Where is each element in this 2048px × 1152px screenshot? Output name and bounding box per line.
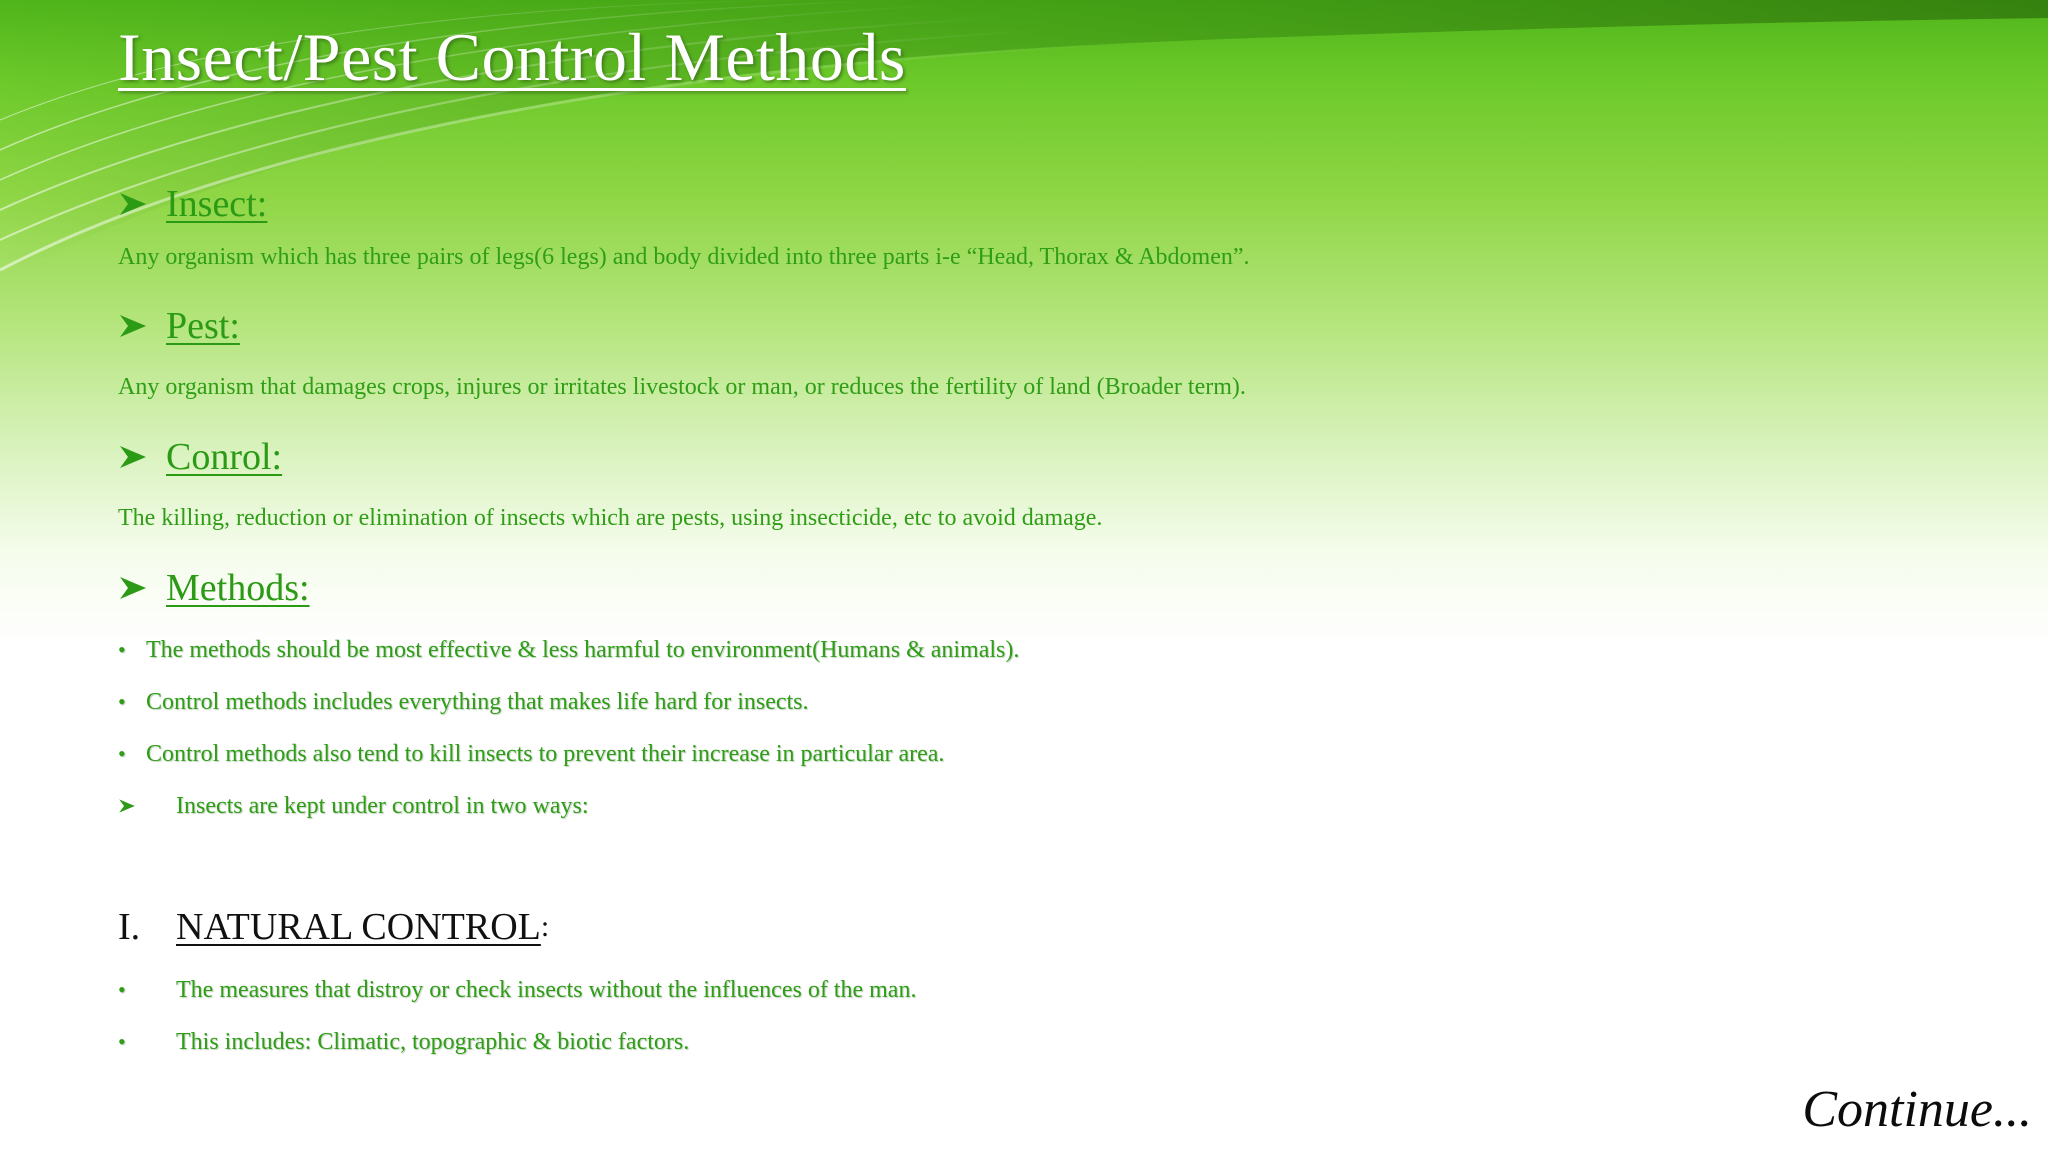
methods-bullet (118, 737, 944, 771)
methods-bullet (118, 685, 809, 719)
ways-intro-text: Insects are kept under control in two ways: (176, 792, 589, 819)
heading-insect-label: Insect: (166, 183, 268, 225)
bullet-dot: • (118, 977, 126, 1002)
natural-control-label: NATURAL CONTROL (176, 906, 541, 948)
heading-pest (118, 300, 240, 352)
natural-control-bullet (118, 973, 916, 1007)
methods-bullet-text: Control methods includes everything that makes life hard for insects. (146, 688, 809, 715)
ways-intro (118, 789, 589, 823)
heading-methods (118, 562, 310, 614)
natural-control-bullet-text: This includes: Climatic, topographic & biotic factors. (176, 1028, 690, 1055)
natural-control-colon: : (540, 910, 550, 943)
continue-label: Continue... (1802, 1081, 2032, 1138)
bullet-dot: • (118, 637, 126, 662)
roman-numeral: I. (118, 906, 141, 948)
heading-insect (118, 178, 267, 230)
natural-control-heading (118, 900, 549, 954)
heading-control-label: Conrol: (166, 436, 283, 478)
bullet-dot: • (118, 689, 126, 714)
methods-bullet-text: The methods should be most effective & less harmful to environment(Humans & animals). (146, 636, 1020, 663)
arrowhead-bullet-icon (118, 311, 148, 341)
arrowhead-bullet-icon (118, 797, 136, 815)
definition-control: The killing, reduction or elimination of insects which are pests, using insecticide, etc to avoid damage. (118, 505, 1103, 531)
heading-methods-label: Methods: (166, 567, 310, 609)
natural-control-bullet-text: The measures that distroy or check insects without the influences of the man. (176, 976, 917, 1003)
arrowhead-bullet-icon (118, 442, 148, 472)
slide-title: Insect/Pest Control Methods (118, 19, 906, 95)
methods-bullet (118, 633, 1019, 667)
definition-insect: Any organism which has three pairs of legs(6 legs) and body divided into three parts i-e “Head, Thorax & Abdomen”. (118, 244, 1250, 270)
arrowhead-bullet-icon (118, 573, 148, 603)
definition-pest: Any organism that damages crops, injures or irritates livestock or man, or reduces the fertility of land (Broader term). (118, 374, 1246, 400)
arrowhead-bullet-icon (118, 189, 148, 219)
methods-bullet-text: Control methods also tend to kill insects to prevent their increase in particular area. (146, 740, 945, 767)
heading-control (118, 431, 282, 483)
bullet-dot: • (118, 741, 126, 766)
bullet-dot: • (118, 1029, 126, 1054)
heading-pest-label: Pest: (166, 305, 240, 347)
natural-control-bullet (118, 1025, 689, 1059)
